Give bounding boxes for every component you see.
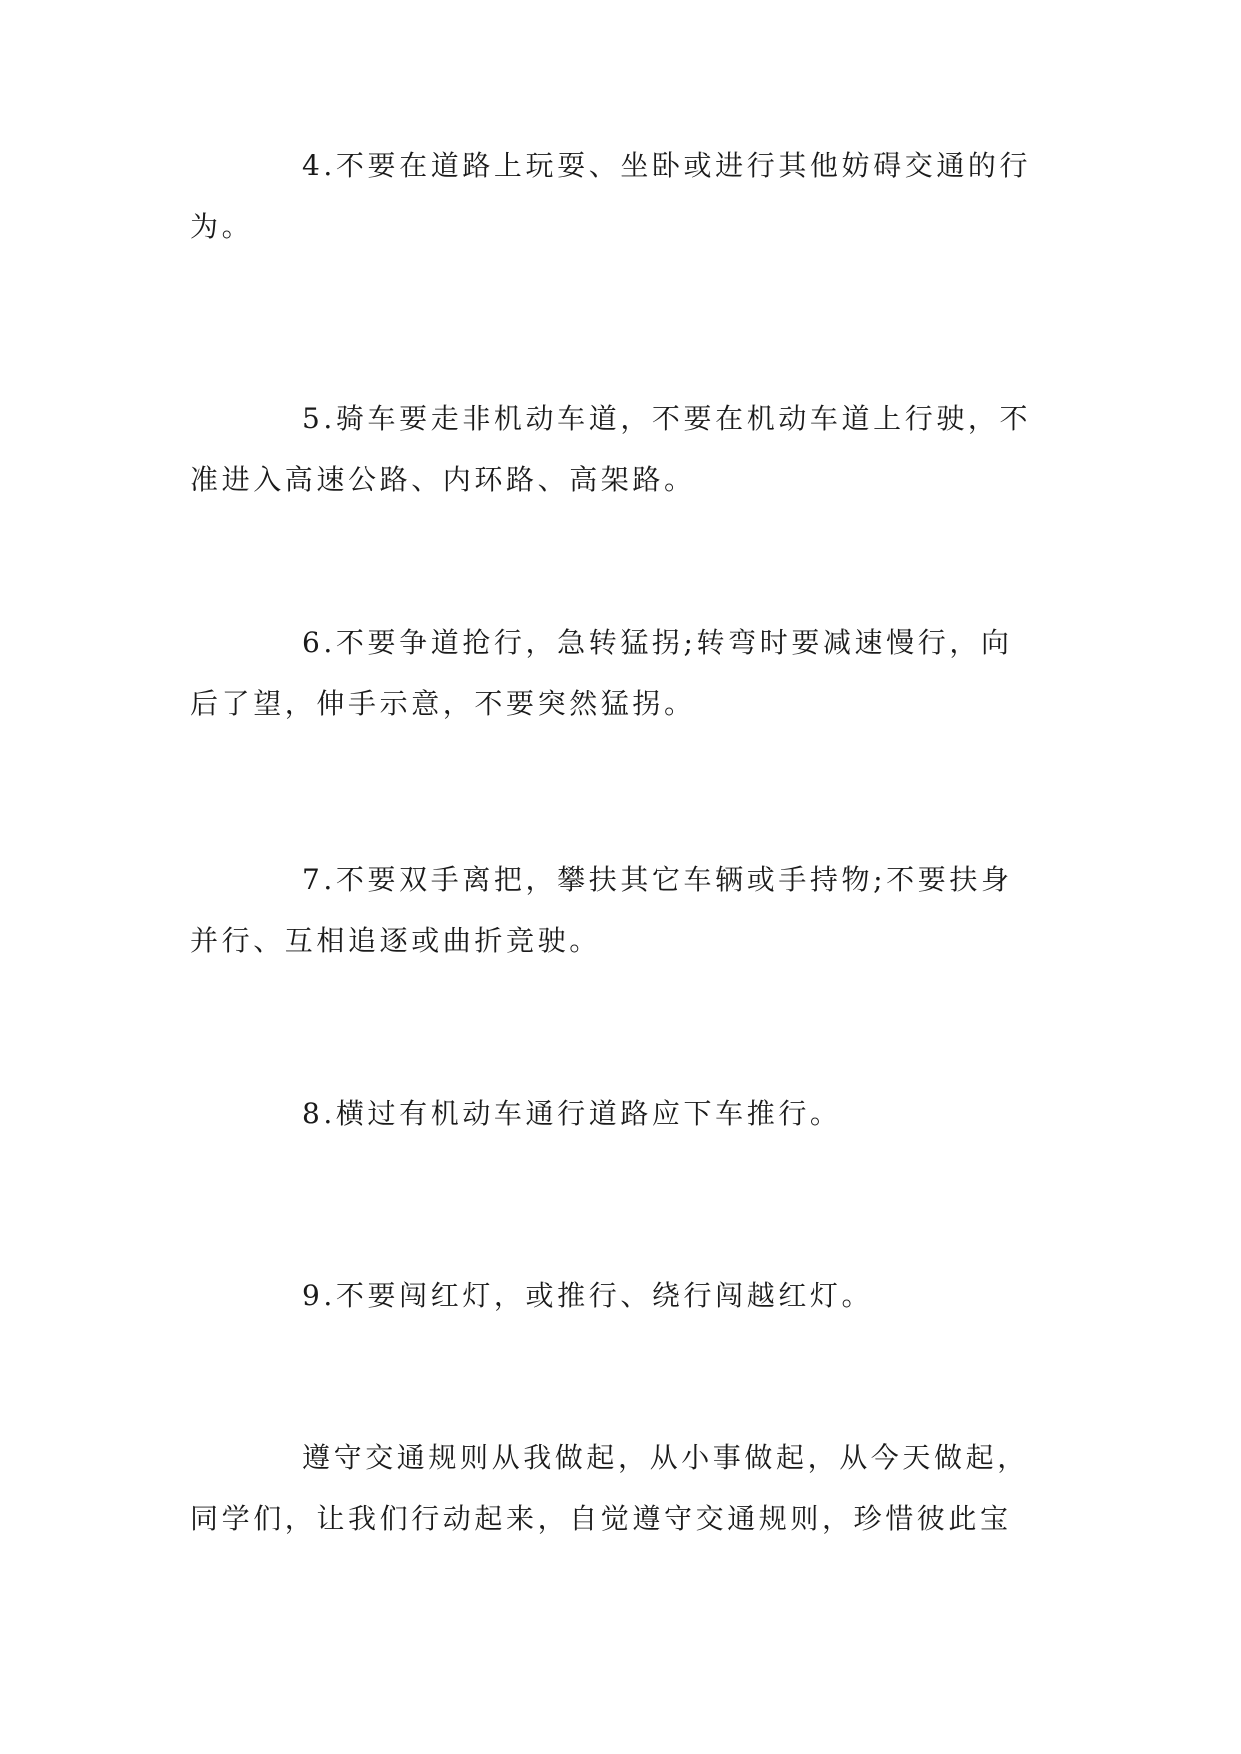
paragraph-line: 6.不要争道抢行，急转猛拐;转弯时要减速慢行，向 — [302, 626, 1013, 659]
paragraph-line: 遵守交通规则从我做起，从小事做起，从今天做起， — [302, 1441, 1029, 1474]
paragraph-line: 4.不要在道路上玩耍、坐卧或进行其他妨碍交通的行 — [302, 149, 1032, 182]
paragraph-line: 为。 — [190, 210, 254, 243]
paragraph-line: 后了望，伸手示意，不要突然猛拐。 — [190, 687, 696, 720]
paragraph-line: 5.骑车要走非机动车道，不要在机动车道上行驶，不 — [302, 402, 1032, 435]
paragraph-item-6 — [190, 612, 1070, 734]
paragraph-line: 9.不要闯红灯，或推行、绕行闯越红灯。 — [302, 1279, 874, 1312]
paragraph-item-9 — [190, 1265, 1070, 1326]
paragraph-line: 7.不要双手离把，攀扶其它车辆或手持物;不要扶身 — [302, 863, 1013, 896]
paragraph-line: 同学们，让我们行动起来，自觉遵守交通规则，珍惜彼此宝 — [190, 1502, 1012, 1535]
paragraph-item-4 — [190, 135, 1070, 257]
paragraph-line: 8.横过有机动车通行道路应下车推行。 — [302, 1097, 842, 1130]
paragraph-conclusion — [190, 1427, 1070, 1549]
paragraph-item-7 — [190, 849, 1070, 971]
paragraph-item-8 — [190, 1083, 1070, 1144]
paragraph-line: 准进入高速公路、内环路、高架路。 — [190, 463, 696, 496]
paragraph-item-5 — [190, 388, 1070, 510]
paragraph-line: 并行、互相追逐或曲折竞驶。 — [190, 924, 601, 957]
